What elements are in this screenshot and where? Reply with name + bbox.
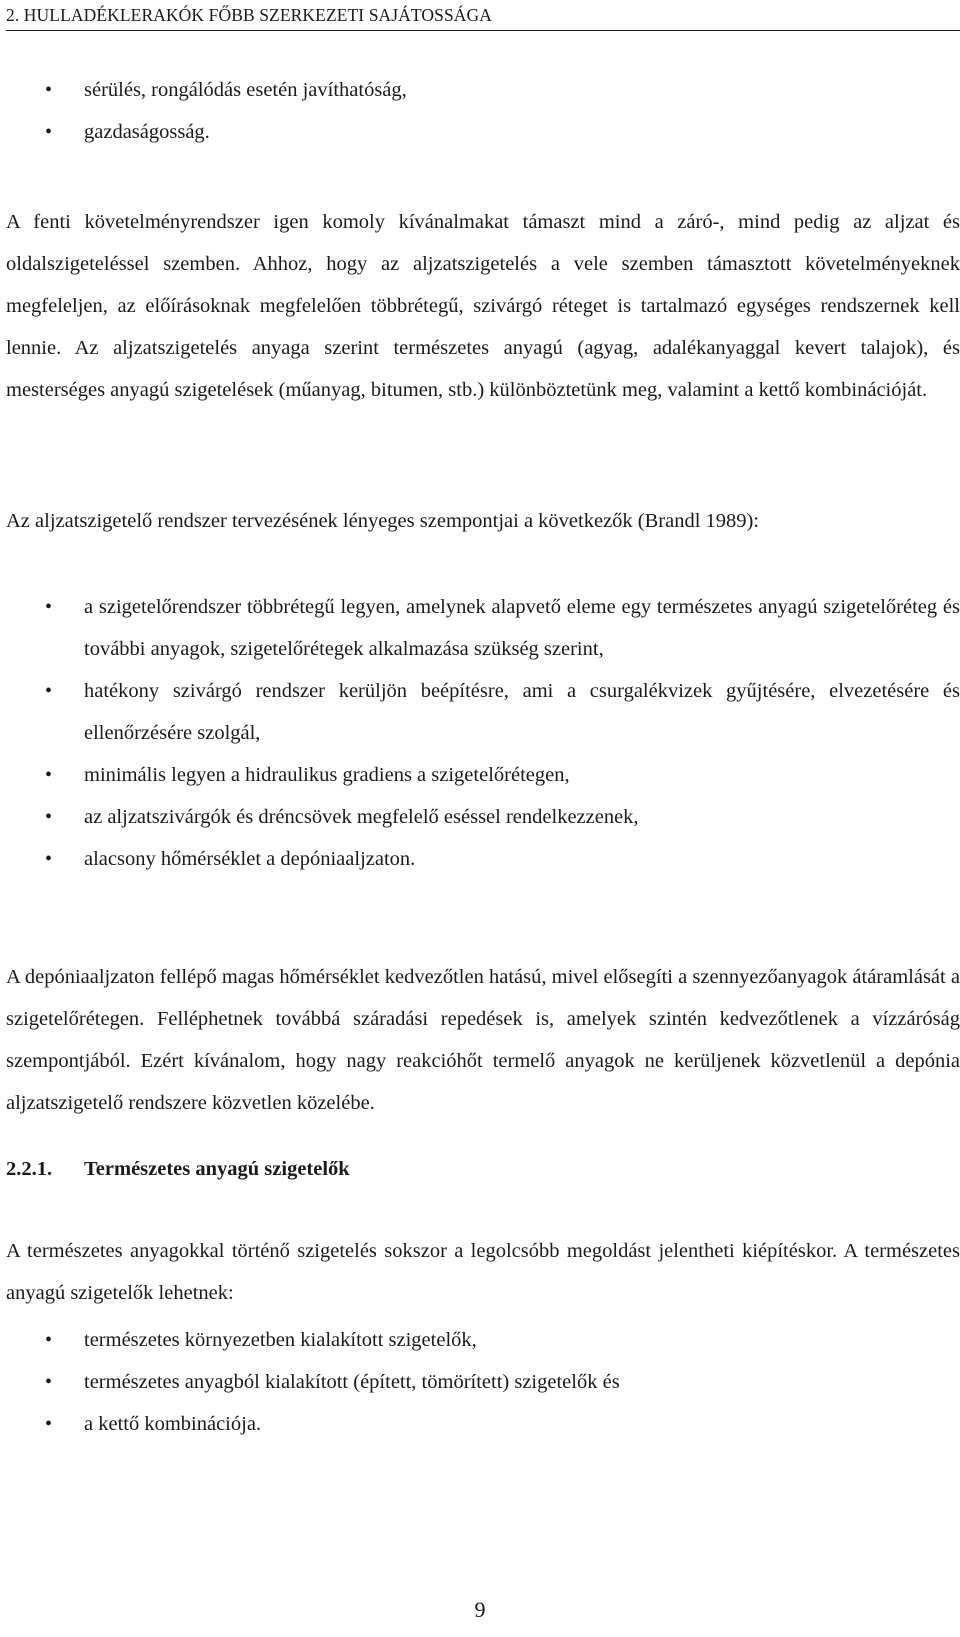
list-item-text: alacsony hőmérséklet a depóniaaljzaton. <box>84 848 416 870</box>
paragraph-requirements: A fenti követelményrendszer igen komoly kívánalmakat támaszt mind a záró-, mind pedig az aljzat és oldalszigeteléssel szemben. Ahhoz, hogy az aljzatszigetelés a vele szemben támasztott követelményeknek megfeleljen, az előírásoknak megfelelően többrétegű, szivárgó réteget is tartalmazó egységes rendszernek kell lennie. Az aljzatszigetelés anyaga szerint természetes anyagú (agyag, adalékanyaggal kevert talajok), és mesterséges anyagú szigetelések (műanyag, bitumen, stb.) különböztetünk meg, valamint a kettő kombinációját. <box>6 211 960 401</box>
list-item-text: gazdaságosság. <box>84 121 210 143</box>
list-item-text: természetes környezetben kialakított szigetelők, <box>84 1329 477 1351</box>
list-item-text: természetes anyagból kialakított (épített, tömörített) szigetelők és <box>84 1371 620 1393</box>
list-item <box>6 111 960 153</box>
bullet-icon: • <box>45 1329 53 1351</box>
paragraph-temperature: A depóniaaljzaton fellépő magas hőmérséklet kedvezőtlen hatású, mivel elősegíti a szennyezőanyagok átáramlását a szigetelőrétegen. Felléphetnek továbbá száradási repedések is, amelyek szintén kedvezőtlenek a vízzáróság szempontjából. Ezért kívánalom, hogy nagy reakcióhőt termelő anyagok ne kerüljenek közvetlenül a depónia aljzatszigetelő rendszere közvetlen közelébe. <box>6 966 960 1114</box>
list-item-text: az aljzatszivárgók és dréncsövek megfelelő eséssel rendelkezzenek, <box>84 806 639 828</box>
list-item <box>6 754 960 796</box>
bullet-list-1 <box>6 69 960 153</box>
list-item-text: minimális legyen a hidraulikus gradiens a szigetelőrétegen, <box>84 764 570 786</box>
section-heading <box>6 1148 960 1190</box>
bullet-icon: • <box>45 596 53 618</box>
bullet-icon: • <box>45 680 53 702</box>
list-item <box>6 586 960 670</box>
list-item-text: hatékony szivárgó rendszer kerüljön beépítésre, ami a csurgalékvizek gyűjtésére, elvezetésére és ellenőrzésére szolgál, <box>84 680 960 744</box>
bullet-icon: • <box>45 848 53 870</box>
list-item-text: sérülés, rongálódás esetén javíthatóság, <box>84 79 407 101</box>
bullet-icon: • <box>45 79 53 101</box>
list-item <box>6 1361 960 1403</box>
list-item <box>6 1319 960 1361</box>
list-item <box>6 838 960 880</box>
list-item <box>6 796 960 838</box>
page-number: 9 <box>474 1597 486 1622</box>
list-item <box>6 1403 960 1445</box>
list-item-text: a szigetelőrendszer többrétegű legyen, amelynek alapvető eleme egy természetes anyagú szigetelőréteg és további anyagok, szigetelőrétegek alkalmazása szükség szerint, <box>84 596 960 660</box>
bullet-list-2 <box>6 586 960 880</box>
bullet-list-3 <box>6 1319 960 1445</box>
paragraph-design-aspects: Az aljzatszigetelő rendszer tervezésének lényeges szempontjai a következők (Brandl 1989): <box>6 510 760 532</box>
bullet-icon: • <box>45 764 53 786</box>
bullet-icon: • <box>45 1413 53 1435</box>
list-item-text: a kettő kombinációja. <box>84 1413 262 1435</box>
section-number: 2.2.1. <box>6 1158 53 1180</box>
list-item <box>6 69 960 111</box>
list-item <box>6 670 960 754</box>
bullet-icon: • <box>45 121 53 143</box>
section-title: Természetes anyagú szigetelők <box>84 1158 350 1180</box>
running-header: 2. HULLADÉKLERAKÓK FŐBB SZERKEZETI SAJÁTOSSÁGA <box>6 2 960 31</box>
bullet-icon: • <box>45 1371 53 1393</box>
paragraph-natural-materials: A természetes anyagokkal történő szigetelés sokszor a legolcsóbb megoldást jelentheti kiépítéskor. A természetes anyagú szigetelők lehetnek: <box>6 1240 960 1304</box>
bullet-icon: • <box>45 806 53 828</box>
